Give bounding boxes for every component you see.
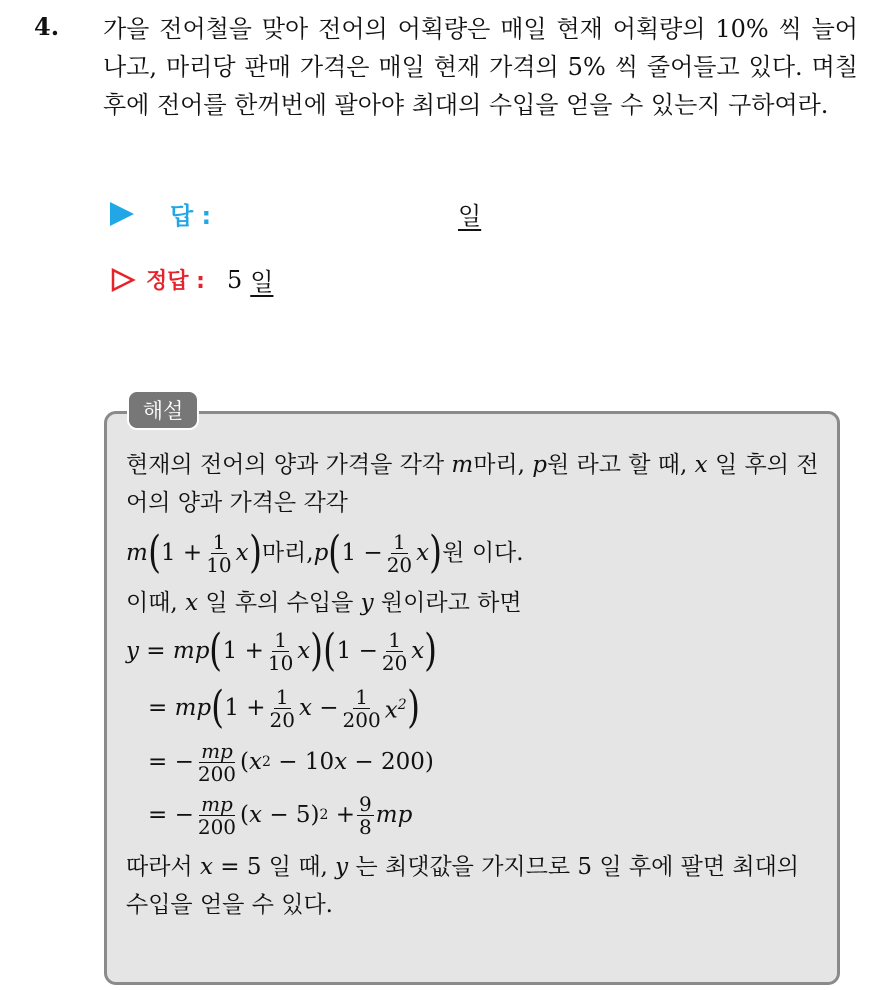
var-p: p: [313, 540, 329, 566]
text: 는 최댓값을 가지므로 5 일 후에 팔면 최대의 수입을 얻을 수 있다.: [126, 854, 799, 918]
explanation-paragraph-1: [126, 446, 822, 522]
text: 1 +: [224, 695, 266, 721]
var-x: x: [694, 452, 708, 478]
var-y: y: [335, 854, 349, 880]
paren-close: ): [424, 625, 438, 676]
numerator: mp: [201, 738, 233, 763]
var-y: y: [360, 590, 374, 616]
text: 일 후의 수입을: [198, 590, 361, 616]
fraction: [204, 531, 233, 576]
explanation-tab: 해설: [127, 390, 199, 430]
fraction: [380, 629, 409, 674]
fraction: [196, 793, 238, 838]
var-m: m: [451, 452, 474, 478]
var-mp: mp: [174, 695, 212, 721]
equation-line-2: [126, 680, 822, 736]
exponent: 2: [262, 754, 271, 770]
fraction: [385, 531, 414, 576]
numerator: mp: [201, 791, 233, 816]
text: 1 −: [336, 638, 378, 664]
equation-line-1: [126, 622, 822, 680]
numerator: 9: [359, 791, 372, 816]
equals: =: [148, 695, 175, 721]
numerator: 1: [274, 627, 287, 652]
var-mp: mp: [375, 802, 413, 828]
var-x: x: [249, 802, 263, 828]
var-x: x: [416, 540, 430, 566]
numerator: 1: [212, 529, 226, 554]
text: 원 라고 할 때,: [547, 452, 695, 478]
numerator: 1: [275, 684, 289, 709]
var-x: x: [297, 638, 311, 664]
paren-close: ): [310, 625, 324, 676]
text: 원이라고 하면: [373, 590, 522, 616]
var-y: y: [126, 638, 139, 664]
equals: =: [139, 638, 173, 664]
var-x-text: x: [384, 697, 398, 724]
numerator: 1: [393, 529, 406, 554]
exponent: 2: [397, 697, 407, 714]
paren-close: ): [406, 682, 420, 733]
denominator: 200: [197, 814, 237, 839]
answer-unit: 일: [458, 202, 482, 230]
var-x: x: [411, 638, 425, 664]
text: 현재의 전어의 양과 가격을 각각: [126, 452, 452, 478]
text: (: [240, 802, 250, 828]
var-m: m: [126, 540, 148, 566]
text: 마리,: [261, 540, 314, 566]
var-x: x: [199, 854, 213, 880]
paren-open: (: [209, 625, 223, 676]
paren-open: (: [147, 527, 161, 578]
var-x: x: [185, 590, 199, 616]
text: − 10: [270, 749, 335, 775]
text: 1 +: [222, 638, 264, 664]
paren-close: ): [248, 527, 262, 578]
answer-input-row[interactable]: [110, 196, 530, 231]
paren-open: (: [323, 625, 337, 676]
explanation-conclusion: [126, 848, 822, 924]
denominator: 200: [342, 707, 381, 732]
denominator: 8: [359, 814, 372, 839]
var-x: x: [249, 749, 263, 775]
text: − 5): [262, 802, 320, 828]
fraction: [266, 629, 295, 674]
text: 따라서: [126, 854, 200, 880]
paren-close: ): [429, 527, 443, 578]
correct-answer-unit: 일: [250, 268, 274, 296]
fraction: [357, 793, 374, 838]
denominator: 20: [269, 707, 295, 732]
exponent: 2: [319, 807, 329, 823]
text: 1 +: [160, 540, 203, 566]
equation-line-4: [126, 788, 822, 842]
var-x: [385, 686, 407, 730]
text: (: [240, 749, 250, 775]
answer-label: 답 :: [170, 202, 212, 230]
explanation-content: [126, 446, 822, 924]
text: +: [328, 802, 356, 828]
text: = 5 일 때,: [212, 854, 336, 880]
explanation-line-3: [126, 584, 822, 622]
denominator: 10: [267, 650, 294, 675]
question-number: 4.: [34, 12, 60, 41]
play-triangle-icon: [110, 202, 134, 226]
correct-answer-value: 5: [226, 265, 243, 294]
paren-open: (: [211, 682, 225, 733]
correct-answer-row: [110, 262, 273, 297]
correct-answer-label: 정답 :: [146, 269, 205, 294]
text: 이때,: [126, 590, 186, 616]
var-p: p: [532, 452, 547, 478]
explanation-line-2: [126, 522, 822, 584]
question-text: 가을 전어철을 맞아 전어의 어획량은 매일 현재 어획량의 10% 씩 늘어나고, 마리당 판매 가격은 매일 현재 가격의 5% 씩 줄어들고 있다. 며칠 후에 전어를 한꺼번에 팔아야 최대의 수입을 얻을 수 있는지 구하여라.: [103, 15, 858, 119]
equals: = −: [148, 802, 194, 828]
outline-triangle-icon: [110, 267, 136, 293]
text: 원 이다.: [442, 540, 524, 566]
paren-open: (: [328, 527, 342, 578]
var-mp: mp: [172, 638, 210, 664]
text: 일 후의 전어의 양과 가격은 각각: [126, 452, 819, 516]
fraction: [268, 686, 297, 731]
denominator: 20: [386, 552, 413, 577]
numerator: 1: [388, 627, 401, 652]
equals: = −: [148, 749, 194, 775]
text: 마리,: [473, 452, 533, 478]
fraction: [341, 686, 383, 731]
equation-line-3: [126, 736, 822, 788]
denominator: 10: [206, 552, 232, 577]
var-x: x: [334, 749, 348, 775]
var-x: x: [235, 540, 249, 566]
text: 1 −: [341, 540, 383, 566]
denominator: 200: [197, 761, 237, 786]
fraction: [196, 740, 238, 785]
denominator: 20: [381, 650, 408, 675]
numerator: 1: [355, 684, 368, 709]
var-x: x −: [298, 695, 339, 721]
text: − 200): [347, 749, 434, 775]
